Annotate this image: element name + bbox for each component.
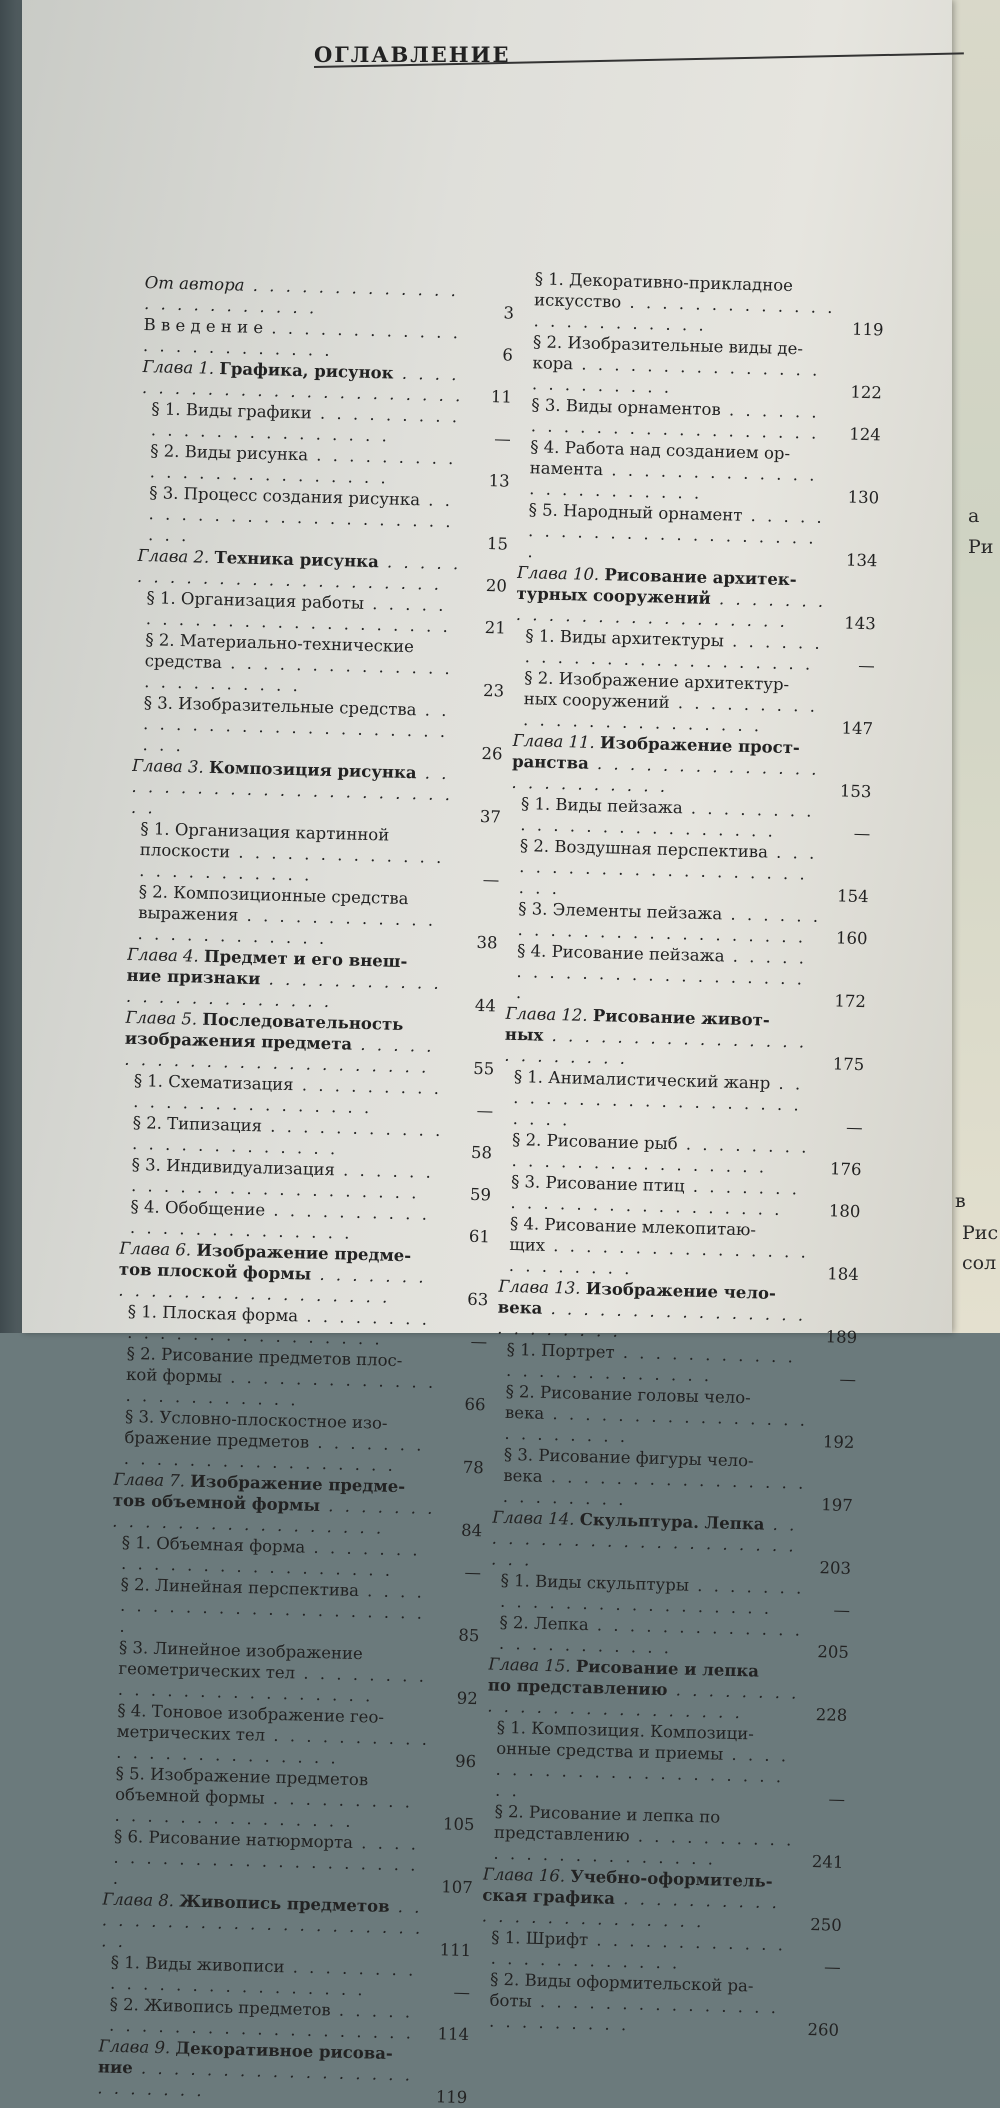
entry-text: § 1. Виды графики [151,399,313,423]
toc-entry-title [497,1276,819,1347]
toc-entry [494,1381,856,1453]
page-number: — [833,1600,851,1620]
entry-text: § 2. Виды рисунка [150,441,309,465]
entry-text: § 1. Анималистический жанр [513,1066,771,1093]
page-number: — [857,655,875,676]
page-number: 92 [456,1688,479,1709]
page-number: — [839,1369,857,1390]
page-number: 58 [470,1142,493,1163]
entry-text: § 1. Организация картинной плоскости [139,819,390,862]
page-number: 154 [836,886,869,907]
chapter-label: Глава 15. [488,1654,571,1676]
entry-text: В в е д е н и е [143,314,264,338]
page-number: — [453,1982,471,2003]
toc-entry-title [138,482,470,554]
page-number: 96 [454,1751,477,1772]
chapter-title: Рисование архитек- турных сооружений [516,565,797,608]
page-number: 228 [815,1705,848,1725]
toc-entry-title [483,1800,805,1871]
leader-dots [504,1404,808,1446]
chapter-label: Глава 9. [98,2036,171,2058]
page-number: 176 [829,1159,862,1180]
toc-entry [483,1800,845,1872]
page-number: 205 [817,1642,850,1662]
chapter-label: Глава 11. [512,730,596,752]
toc-entry-title [487,1654,809,1725]
entry-text: § 1. Объемная форма [121,1532,306,1557]
toc-entry-title [494,1381,816,1452]
entry-text: § 1. Виды живописи [110,1952,285,1977]
page-number: — [476,1100,494,1121]
entry-text: § 4. Обобщение [130,1196,266,1220]
toc-entry-title [482,1863,804,1934]
toc-entry [109,1574,481,1647]
toc-entry [482,1863,844,1935]
entry-text: § 2. Изобразительные виды де- кора [532,332,804,374]
side-fragment: Ри [968,536,994,558]
chapter-title: Скульптура. Лепка [579,1509,765,1534]
chapter-label: Глава 16. [482,1864,566,1886]
toc-entry [115,1343,487,1416]
toc-entry [129,818,501,891]
toc-entry-title [523,268,845,339]
toc-entry [493,1444,855,1516]
page-number: 122 [850,382,883,403]
page-number: — [828,1789,846,1809]
side-fragment: сол [962,1252,997,1274]
page-number: 61 [468,1226,491,1247]
page-number: 241 [811,1852,844,1872]
toc-entry [108,1637,480,1710]
entry-text: § 3. Элементы пейзажа [517,899,723,924]
side-fragment: Рис [962,1222,999,1244]
page-number: — [464,1562,482,1583]
entry-text: § 3. Условно-плоскостное изо- бражение предметов [124,1406,388,1452]
chapter-label: Глава 1. [142,356,215,378]
toc-entry [511,730,873,802]
toc-entry-title [129,818,461,890]
chapter-label: Глава 14. [492,1507,575,1529]
page-number: — [823,1957,841,1977]
toc-entry-title [131,755,463,827]
page-number: 21 [484,618,507,638]
page-number: — [494,429,511,449]
entry-text: § 5. Изображение предметов объемной формы [114,1763,369,1808]
page-number: 84 [460,1520,483,1541]
entry-text: § 2. Типизация [132,1112,263,1136]
toc-entry-title [101,1888,433,1960]
toc-entry [517,499,879,571]
page-title: ОГЛАВЛЕНИЕ [314,42,511,67]
toc-entry-title [97,2035,429,2107]
leader-dots [503,1467,807,1509]
entry-text: § 1. Портрет [506,1339,615,1362]
page-number: 203 [819,1558,852,1578]
entry-text: § 2. Лепка [499,1612,589,1635]
toc-entry [519,436,881,508]
entry-text: § 1. Схематизация [133,1070,294,1095]
toc-entry-title [108,1637,440,1709]
page-number: 26 [481,743,503,764]
toc-entry-title [511,730,833,801]
toc-entry-title [491,1507,813,1578]
entry-text: § 2. Рисование предметов плос- кой формы [125,1343,403,1387]
chapter-label: Глава 4. [126,944,200,966]
entry-text: § 3. Линейное изображение геометрических тел [118,1637,364,1683]
toc-entry [97,2035,469,2108]
toc-entry-title [509,835,831,906]
toc-entry [516,562,878,634]
chapter-title: Изображение предме- тов объемной формы [112,1471,406,1516]
entry-text: § 3. Рисование фигуры чело- века [503,1444,754,1486]
toc-entry [523,268,885,340]
page-number: 134 [845,550,878,571]
toc-entry-title [504,1003,826,1074]
chapter-title: Последовательность изображения предмета [124,1009,404,1054]
page-number: 175 [832,1054,865,1075]
toc-right-column [479,268,885,2041]
page-number: 15 [486,534,509,554]
toc-entry [502,1066,864,1138]
toc-entry [103,1825,475,1898]
toc-entry [127,881,499,954]
page-number: 11 [490,387,513,407]
toc-entry [112,1469,484,1542]
toc-entry [101,1888,473,1961]
side-fragment: а [968,505,980,527]
page-number: 189 [825,1327,858,1348]
chapter-title: Графика, рисунок [219,358,394,383]
toc-entry-title [115,1343,447,1415]
page-number: 192 [822,1432,855,1453]
entry-text: § 2. Виды оформительской ра- боты [489,1969,754,2011]
toc-entry [118,1238,490,1311]
page-number: 20 [485,576,508,596]
leader-dots [97,2058,413,2100]
chapter-title: Техника рисунка [214,547,380,572]
toc-entry [114,1406,486,1479]
toc-entry-title [499,1213,821,1284]
entry-text: § 1. Виды скульптуры [500,1570,690,1595]
page-number: 23 [482,680,505,701]
entry-text: § 4. Работа над созданием ор- намента [529,437,791,480]
side-fragment: в [955,1190,966,1212]
chapter-label: Глава 3. [131,755,205,777]
leader-dots [489,1992,779,2035]
page-number: 184 [827,1264,860,1285]
toc-entry-title [132,692,464,764]
entry-text: § 2. Рисование и лепка по представлению [493,1801,721,1846]
toc-entry [491,1507,853,1579]
toc-entry [497,1276,859,1348]
chapter-title: Декоративное рисова- ние [97,2038,394,2078]
page-number: — [470,1331,488,1352]
entry-text: § 1. Декоративно-прикладное искусство [533,269,794,312]
chapter-label: Глава 12. [505,1003,588,1025]
toc-entry-title [106,1700,438,1772]
toc-entry-title [516,562,838,633]
entry-text: § 2. Живопись предметов [109,1994,331,2020]
page-number: 55 [473,1058,495,1079]
toc-entry [479,1968,841,2040]
chapter-title: Изображение прост- ранства [511,733,801,773]
chapter-label: Глава 13. [498,1276,581,1298]
chapter-title: Композиция рисунка [208,757,417,783]
chapter-title: Учебно-оформитель- ская графика [482,1866,773,1908]
page-number: 78 [462,1457,485,1478]
page-number: 119 [851,319,884,340]
chapter-title: Изображение чело- века [497,1278,777,1318]
entry-text: § 1. Виды архитектуры [525,626,725,651]
entry-text: § 1. Плоская форма [127,1301,299,1326]
entry-text: § 2. Материально-технические средства [144,630,415,673]
toc-entry-title [109,1574,441,1646]
page-number: 250 [809,1915,842,1935]
chapter-title: Живопись предметов [179,1891,390,1916]
toc-entry [487,1654,849,1726]
entry-text: § 3. Процесс создания рисунка [148,483,421,510]
chapter-title: Предмет и его внеш- ние признаки [126,946,408,989]
entry-text: § 2. Изображение архитектур- ных сооружений [523,668,790,712]
toc-entry [506,940,868,1012]
page-number: 130 [847,487,880,508]
page-number: 160 [835,928,868,949]
chapter-label: Глава 7. [113,1469,186,1491]
page-number: 147 [841,718,874,739]
toc-entry-title [104,1762,436,1834]
page-number: 37 [479,806,502,827]
chapter-label: От автора [144,272,245,295]
entry-text: § 2. Рисование рыб [511,1129,678,1154]
toc-entry [131,755,503,828]
toc-entry-title [485,1717,807,1809]
page-number: 124 [849,424,882,445]
toc-entry-title [134,629,466,701]
toc-entry-title [522,331,844,402]
entry-text: § 1. Организация работы [146,588,365,613]
chapter-label: Глава 2. [137,545,210,567]
chapter-title: Изображение предме- тов плоской формы [118,1240,412,1284]
entry-text: § 3. Виды орнаментов [531,395,722,420]
toc-entry-title [513,667,835,738]
page-number: 107 [441,1877,474,1898]
toc-entry-title [114,1406,446,1478]
toc-left-column [97,272,515,2108]
toc-entry [509,835,871,907]
chapter-label: Глава 10. [516,562,600,585]
entry-text: § 1. Шрифт [491,1927,589,1950]
entry-text: § 4. Рисование пейзажа [516,941,725,966]
toc-entry-title [127,881,459,953]
entry-text: § 1. Композиция. Композици- онные средства и приемы [495,1717,755,1764]
page-number: — [482,870,500,890]
page-number: 111 [439,1940,472,1961]
toc-entry-title [517,499,839,570]
page-number: 66 [464,1394,486,1415]
entry-text: § 3. Рисование птиц [510,1171,685,1196]
chapter-title: Рисование и лепка по представлению [487,1656,760,1700]
toc-entry-title [112,1469,444,1541]
toc-entry-title [479,1968,801,2039]
toc-entry [134,629,506,702]
entry-text: § 3. Индивидуализация [131,1154,336,1180]
toc-entry [522,331,884,403]
entry-text: § 3. Изобразительные средства [143,693,417,720]
toc-entry-title [502,1066,824,1137]
toc-entry [126,944,498,1017]
entry-text: § 6. Рисование натюрморта [113,1826,354,1852]
page-number: — [853,823,871,844]
page-number: 38 [476,932,498,953]
chapter-title: Рисование живот- ных [504,1006,770,1045]
toc-entry-title [103,1825,435,1897]
page-number: — [845,1117,863,1138]
entry-text: § 2. Композиционные средства выражения [137,882,409,925]
leader-dots [504,1026,807,1068]
page-number: 153 [839,781,872,802]
chapter-label: Глава 5. [125,1007,198,1029]
leader-dots [509,1236,809,1278]
page-number: 105 [442,1814,475,1835]
toc-entry-title [519,436,841,507]
page-number: 143 [844,613,877,634]
page-number: 13 [488,471,510,491]
entry-text: § 2. Воздушная перспектива [519,836,769,862]
page-number: 59 [469,1184,492,1205]
page-number: 180 [828,1201,861,1222]
page-number: 260 [807,2020,840,2040]
chapter-label: Глава 6. [119,1238,192,1260]
leader-dots [497,1299,806,1341]
toc-entry [138,482,510,555]
toc-entry-title [126,944,458,1016]
page-number: 3 [503,303,515,323]
toc-entry [513,667,875,739]
toc-entry-title [506,940,828,1011]
toc-entry-title [118,1238,450,1310]
toc-entry [104,1762,476,1835]
toc-entry [504,1003,866,1075]
entry-text: § 2. Линейная перспектива [120,1574,360,1601]
page-number: 85 [458,1625,480,1646]
page-number: 44 [474,995,497,1016]
page-number: 172 [834,991,867,1012]
entry-text: § 1. Виды пейзажа [520,794,683,818]
page-number: 197 [820,1495,853,1515]
entry-text: § 5. Народный орнамент [528,500,743,525]
entry-text: § 2. Рисование головы чело- века [504,1381,751,1423]
chapter-label: Глава 8. [102,1889,175,1911]
entry-text: § 4. Тоновое изображение гео- метрических тел [116,1700,385,1745]
toc-entry-title [124,1007,456,1079]
page-number: 114 [437,2024,470,2045]
page-number: 63 [466,1289,489,1310]
page-number: 6 [502,345,514,365]
toc-entry-title [493,1444,815,1515]
toc-entry [485,1717,847,1810]
entry-text: § 4. Рисование млекопитаю- щих [509,1213,757,1255]
toc-entry [132,692,504,765]
page-number: 119 [435,2087,468,2108]
toc-entry [124,1007,496,1080]
toc-entry [106,1700,478,1773]
toc-entry [499,1213,861,1285]
leader-dots [532,354,821,397]
